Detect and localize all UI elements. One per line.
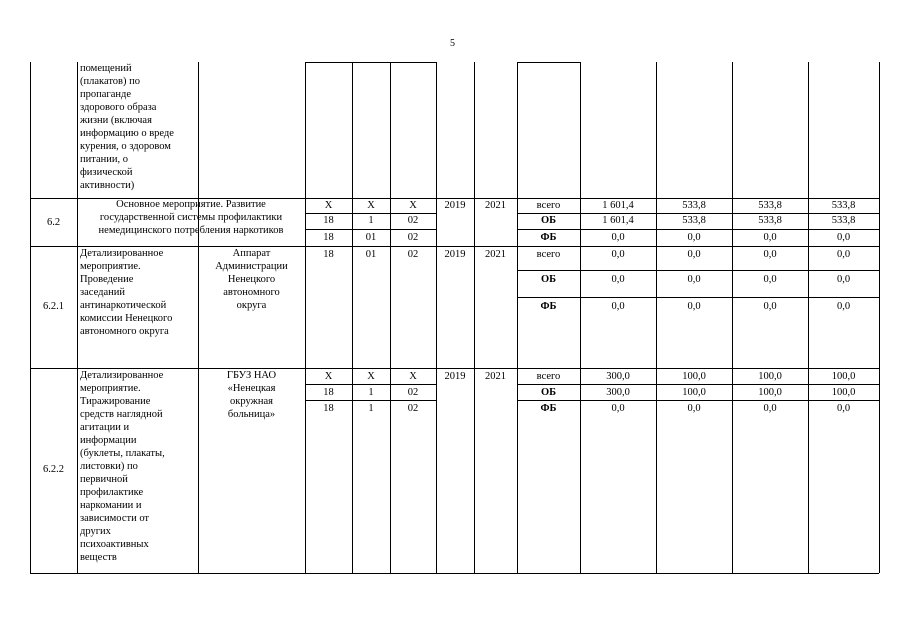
year-end: 2021: [485, 200, 506, 211]
description-line: пропаганде: [80, 89, 131, 100]
value-cell: 100,0: [831, 371, 856, 382]
code-cell: 18: [323, 403, 334, 414]
value-cell: 300,0: [606, 387, 630, 398]
code-cell: 02: [407, 215, 419, 226]
value-cell: 0,0: [687, 301, 701, 312]
description-line: (плакатов) по: [80, 76, 140, 87]
value-cell: 533,8: [758, 200, 782, 211]
value-cell: 0,0: [763, 301, 777, 312]
description-line: Детализированное: [80, 248, 164, 259]
code-cell: 02: [407, 249, 419, 260]
code-cell: Х: [324, 371, 333, 382]
description-line: государственной системы профилактики: [99, 212, 283, 223]
description-line: Тиражирование: [80, 396, 151, 407]
code-cell: 18: [323, 387, 334, 398]
value-cell: 100,0: [758, 387, 782, 398]
executor-line: ГБУЗ НАО: [226, 370, 277, 381]
executor-line: округа: [236, 300, 267, 311]
source-label: ФБ: [540, 403, 557, 414]
value-cell: 1 601,4: [602, 215, 634, 226]
source-label: ФБ: [540, 301, 557, 312]
executor-line: автономного: [223, 287, 280, 298]
year-start: 2019: [444, 371, 466, 382]
source-label: всего: [536, 200, 561, 211]
code-cell: 02: [407, 403, 419, 414]
value-cell: 0,0: [611, 403, 625, 414]
value-cell: 0,0: [687, 403, 701, 414]
description-line: первичной: [80, 474, 128, 485]
value-cell: 0,0: [836, 274, 851, 285]
description-line: здорового образа: [80, 102, 157, 113]
value-cell: 533,8: [682, 215, 706, 226]
code-cell: Х: [324, 200, 333, 211]
row-number: 6.2.1: [43, 301, 64, 312]
description-line: средств наглядной: [80, 409, 163, 420]
value-cell: 0,0: [611, 274, 625, 285]
value-cell: 533,8: [831, 215, 856, 226]
description-line: немедицинского потребления наркотиков: [98, 225, 284, 236]
description-line: курения, о здоровом: [80, 141, 171, 152]
executor-line: Ненецкого: [227, 274, 276, 285]
description-line: (буклеты, плакаты,: [80, 448, 165, 459]
code-cell: Х: [409, 371, 417, 382]
description-line: наркомании и: [80, 500, 142, 511]
description-line: других: [80, 526, 111, 537]
value-cell: 0,0: [836, 232, 851, 243]
description-line: комиссии Ненецкого: [80, 313, 173, 324]
source-label: ОБ: [540, 387, 557, 398]
description-line: веществ: [80, 552, 117, 563]
executor-line: Аппарат: [232, 248, 271, 259]
source-label: всего: [536, 249, 561, 260]
code-cell: 01: [365, 232, 377, 243]
description-line: помещений: [80, 63, 132, 74]
description-line: питании, о: [80, 154, 128, 165]
value-cell: 0,0: [611, 301, 625, 312]
value-cell: 0,0: [836, 301, 851, 312]
executor-line: больница»: [227, 409, 276, 420]
code-cell: 18: [323, 249, 334, 260]
description-line: зависимости от: [80, 513, 150, 524]
source-label: всего: [536, 371, 561, 382]
value-cell: 0,0: [763, 232, 777, 243]
source-label: ФБ: [540, 232, 557, 243]
value-cell: 1 601,4: [602, 200, 634, 211]
value-cell: 0,0: [687, 232, 701, 243]
value-cell: 0,0: [687, 274, 701, 285]
value-cell: 100,0: [682, 371, 706, 382]
code-cell: 1: [368, 403, 374, 414]
code-cell: 02: [407, 387, 419, 398]
description-line: активности): [80, 180, 135, 191]
row-number: 6.2: [46, 217, 61, 228]
description-line: заседаний: [80, 287, 125, 298]
code-cell: 1: [368, 387, 374, 398]
value-cell: 0,0: [611, 232, 625, 243]
description-line: Детализированное: [80, 370, 164, 381]
code-cell: Х: [409, 200, 417, 211]
description-line: жизни (включая: [80, 115, 152, 126]
year-end: 2021: [485, 249, 506, 260]
year-end: 2021: [485, 371, 506, 382]
description-line: листовки) по: [80, 461, 138, 472]
description-line: Основное мероприятие. Развитие: [116, 199, 266, 210]
code-cell: 02: [407, 232, 419, 243]
code-cell: 1: [368, 215, 374, 226]
description-line: мероприятие.: [80, 383, 141, 394]
code-cell: 18: [323, 232, 334, 243]
row-number: 6.2.2: [43, 464, 64, 475]
value-cell: 100,0: [758, 371, 782, 382]
source-label: ОБ: [540, 274, 557, 285]
value-cell: 0,0: [836, 249, 851, 260]
code-cell: Х: [367, 371, 375, 382]
year-start: 2019: [444, 249, 466, 260]
code-cell: 01: [365, 249, 377, 260]
value-cell: 0,0: [687, 249, 701, 260]
description-line: информации: [80, 435, 137, 446]
year-start: 2019: [444, 200, 466, 211]
executor-line: окружная: [230, 396, 273, 407]
description-line: физической: [80, 167, 133, 178]
page-number: 5: [450, 38, 455, 49]
value-cell: 100,0: [831, 387, 856, 398]
value-cell: 533,8: [831, 200, 856, 211]
executor-line: Администрации: [215, 261, 288, 272]
value-cell: 533,8: [682, 200, 706, 211]
description-line: Проведение: [80, 274, 134, 285]
description-line: психоактивных: [80, 539, 149, 550]
value-cell: 0,0: [763, 274, 777, 285]
description-line: информацию о вреде: [80, 128, 174, 139]
description-line: профилактике: [80, 487, 144, 498]
code-cell: 18: [323, 215, 334, 226]
source-label: ОБ: [540, 215, 557, 226]
description-line: антинаркотической: [80, 300, 167, 311]
description-line: агитации и: [80, 422, 130, 433]
executor-line: «Ненецкая: [227, 383, 276, 394]
description-line: мероприятие.: [80, 261, 141, 272]
description-line: автономного округа: [80, 326, 169, 337]
value-cell: 0,0: [763, 249, 777, 260]
value-cell: 533,8: [758, 215, 782, 226]
value-cell: 0,0: [763, 403, 777, 414]
code-cell: Х: [367, 200, 375, 211]
value-cell: 0,0: [611, 249, 625, 260]
value-cell: 100,0: [682, 387, 706, 398]
value-cell: 300,0: [606, 371, 630, 382]
value-cell: 0,0: [836, 403, 851, 414]
